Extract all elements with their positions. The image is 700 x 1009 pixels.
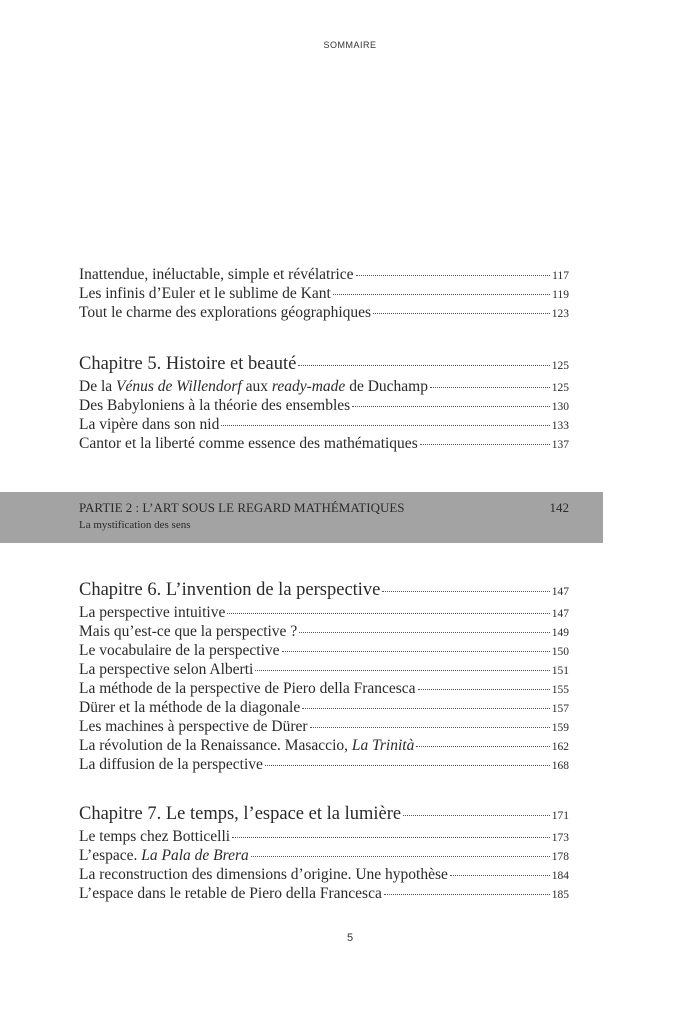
toc-entry-page: 117 (552, 270, 569, 282)
toc-chapter-6 (79, 580, 569, 775)
toc-entry-title: La perspective selon Alberti (79, 661, 254, 678)
toc-entry-page: 157 (551, 703, 569, 715)
leader-dots (403, 815, 550, 816)
toc-entry-page: 155 (551, 684, 569, 696)
toc-entry-page: 133 (551, 420, 569, 432)
part-banner[interactable] (0, 492, 603, 543)
toc-entry-page: 185 (551, 889, 569, 901)
toc-entry-page: 125 (551, 382, 569, 394)
toc-entry-page: 137 (551, 439, 569, 451)
toc-entry[interactable] (79, 680, 569, 699)
leader-dots (420, 444, 550, 445)
chapter-page: 171 (551, 810, 569, 822)
toc-entry[interactable] (79, 866, 569, 885)
toc-entry-page: 151 (551, 665, 569, 677)
toc-entry[interactable] (79, 737, 569, 756)
toc-entry-title: Le temps chez Botticelli (79, 828, 231, 845)
toc-entry-title: L’espace dans le retable de Piero della Francesca (79, 885, 382, 902)
toc-entry-page: 173 (551, 832, 569, 844)
toc-entry[interactable] (79, 378, 569, 397)
toc-entry-title: La perspective intuitive (79, 604, 226, 621)
toc-entry-page: 130 (551, 401, 569, 413)
part-title: PARTIE 2 : L’ART SOUS LE REGARD MATHÉMATIQUES (79, 500, 405, 515)
leader-dots (384, 894, 550, 895)
chapter-title: Chapitre 7. Le temps, l’espace et la lumière (79, 804, 402, 824)
chapter-heading[interactable] (79, 804, 569, 826)
leader-dots (333, 294, 550, 295)
leader-dots (282, 651, 550, 652)
toc-entry[interactable] (79, 623, 569, 642)
leader-dots (255, 670, 549, 671)
leader-dots (382, 591, 549, 592)
toc-entry[interactable] (79, 756, 569, 775)
toc-entry[interactable] (79, 699, 569, 718)
leader-dots (265, 765, 550, 766)
leader-dots (373, 313, 550, 314)
leader-dots (450, 875, 550, 876)
toc-chapter-5 (79, 354, 569, 454)
toc-entry-page: 159 (551, 722, 569, 734)
toc-entry-page: 184 (551, 870, 569, 882)
chapter-title: Chapitre 5. Histoire et beauté (79, 354, 297, 374)
chapter-heading[interactable] (79, 354, 569, 376)
leader-dots (302, 708, 550, 709)
leader-dots (310, 727, 550, 728)
toc-entry[interactable] (79, 885, 569, 904)
toc-entry-page: 168 (551, 760, 569, 772)
toc-entry-title: Mais qu’est-ce que la perspective ? (79, 623, 298, 640)
toc-entry-title: Les infinis d’Euler et le sublime de Kant (79, 285, 331, 302)
toc-entry-title: La révolution de la Renaissance. Masaccio, La Trinità (79, 737, 415, 754)
toc-entry-page: 119 (552, 289, 569, 301)
toc-entry-page: 149 (551, 627, 569, 639)
leader-dots (232, 837, 550, 838)
leader-dots (352, 406, 550, 407)
toc-entry-title: La méthode de la perspective de Piero della Francesca (79, 680, 416, 697)
part-page: 142 (549, 500, 569, 515)
toc-entry-title: La vipère dans son nid (79, 416, 220, 433)
part-subtitle: La mystification des sens (79, 519, 191, 531)
toc-entry-title: Des Babyloniens à la théorie des ensembles (79, 397, 351, 414)
toc-entry-page: 150 (551, 646, 569, 658)
toc-entry[interactable] (79, 285, 569, 304)
toc-entry[interactable] (79, 661, 569, 680)
toc-entry-page: 178 (551, 851, 569, 863)
toc-entry-title: Cantor et la liberté comme essence des mathématiques (79, 435, 418, 452)
toc-entry[interactable] (79, 304, 569, 323)
leader-dots (251, 856, 550, 857)
toc-entry-page: 123 (551, 308, 569, 320)
leader-dots (418, 689, 550, 690)
toc-entry-title: L’espace. La Pala de Brera (79, 847, 249, 864)
toc-entry[interactable] (79, 416, 569, 435)
toc-chapter-7 (79, 804, 569, 904)
toc-entry[interactable] (79, 847, 569, 866)
toc-entry[interactable] (79, 604, 569, 623)
toc-entry-title: De la Vénus de Willendorf aux ready-made de Duchamp (79, 378, 428, 395)
toc-entry-title: La diffusion de la perspective (79, 756, 263, 773)
leader-dots (416, 746, 549, 747)
toc-entry[interactable] (79, 435, 569, 454)
toc-section-continued (79, 266, 569, 323)
running-header: SOMMAIRE (323, 40, 377, 50)
toc-entry-title: Tout le charme des explorations géographiques (79, 304, 372, 321)
toc-entry-title: Les machines à perspective de Dürer (79, 718, 308, 735)
chapter-title: Chapitre 6. L’invention de la perspective (79, 580, 381, 600)
toc-entry-title: Le vocabulaire de la perspective (79, 642, 280, 659)
leader-dots (356, 275, 551, 276)
leader-dots (299, 632, 550, 633)
toc-entry[interactable] (79, 266, 569, 285)
toc-entry[interactable] (79, 718, 569, 737)
leader-dots (298, 365, 549, 366)
leader-dots (430, 387, 550, 388)
toc-entry-page: 147 (551, 608, 569, 620)
toc-entry[interactable] (79, 642, 569, 661)
page-number: 5 (346, 932, 354, 944)
toc-entry[interactable] (79, 828, 569, 847)
toc-entry[interactable] (79, 397, 569, 416)
toc-entry-title: La reconstruction des dimensions d’origine. Une hypothèse (79, 866, 448, 883)
toc-entry-title: Inattendue, inéluctable, simple et révélatrice (79, 266, 354, 283)
toc-entry-title: Dürer et la méthode de la diagonale (79, 699, 301, 716)
leader-dots (227, 613, 549, 614)
chapter-heading[interactable] (79, 580, 569, 602)
chapter-page: 147 (551, 586, 569, 598)
chapter-page: 125 (551, 360, 569, 372)
leader-dots (221, 425, 549, 426)
toc-entry-page: 162 (551, 741, 569, 753)
